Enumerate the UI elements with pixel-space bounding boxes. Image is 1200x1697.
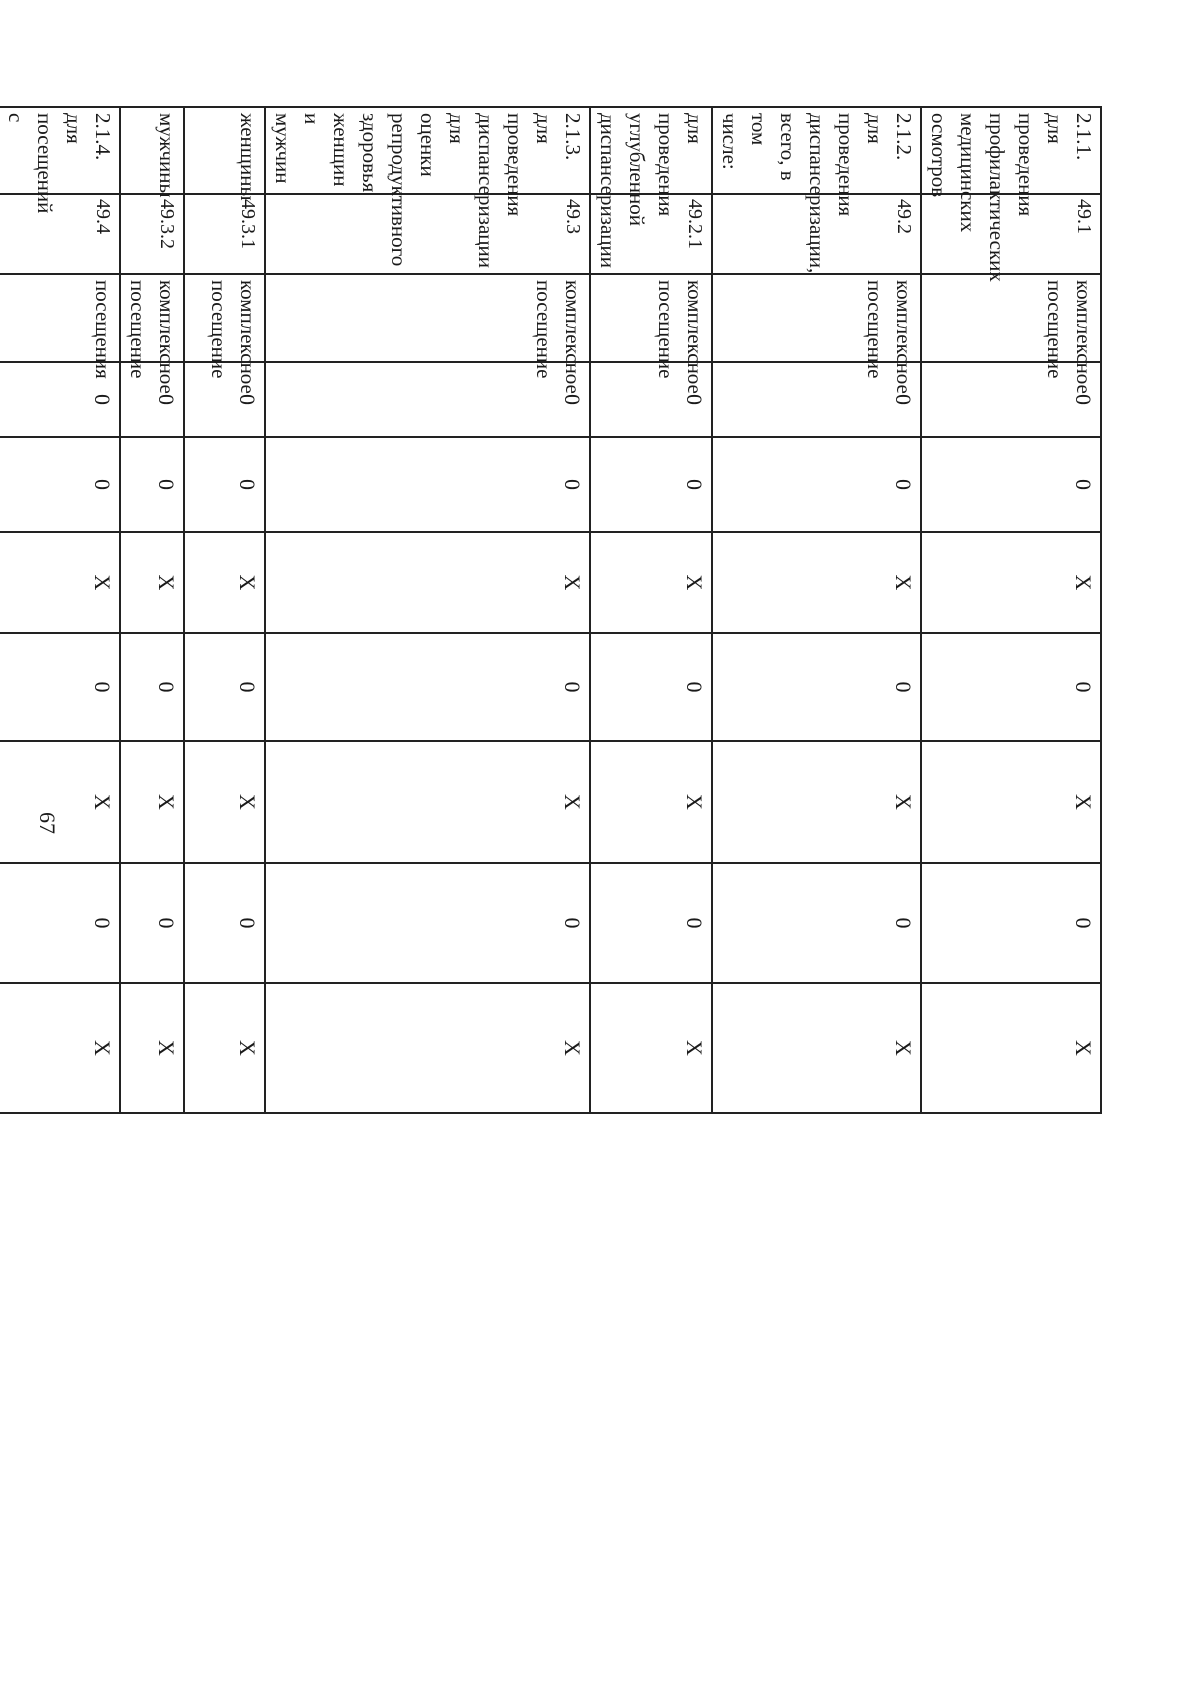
row-code-cell: 49.4 (0, 194, 120, 274)
value-cell: 0 (0, 362, 120, 437)
row-name-cell: 2.1.3. для проведения диспансеризации для оценки репродуктивного здоровья женщин и мужчин (265, 107, 590, 194)
value-cell: 0 (590, 633, 712, 741)
value-cell: Х (265, 532, 590, 633)
value-cell: Х (590, 532, 712, 633)
row-unit-cell: комплексное посещение (265, 274, 590, 362)
value-cell: Х (120, 532, 184, 633)
row-unit-cell: комплексное посещение (590, 274, 712, 362)
value-cell: 0 (184, 863, 265, 983)
row-code-cell: 49.3.2 (120, 194, 184, 274)
value-cell: 0 (0, 633, 120, 741)
row-name-cell: 2.1.1. для проведения профилактических медицинских осмотров (921, 107, 1101, 194)
value-cell: 0 (184, 633, 265, 741)
value-cell: 0 (590, 863, 712, 983)
value-cell: 0 (0, 863, 120, 983)
value-cell: 0 (921, 362, 1101, 437)
value-cell: Х (120, 983, 184, 1113)
value-cell: 0 (120, 633, 184, 741)
value-cell: 0 (921, 863, 1101, 983)
value-cell: Х (0, 983, 120, 1113)
value-cell: Х (184, 983, 265, 1113)
value-cell: Х (590, 983, 712, 1113)
value-cell: 0 (712, 362, 921, 437)
row-name-cell: для проведения углубленной диспансеризации (590, 107, 712, 194)
value-cell: Х (265, 983, 590, 1113)
row-name-cell: мужчины (120, 107, 184, 194)
table-row (184, 107, 265, 1667)
value-cell: Х (120, 741, 184, 863)
value-cell: 0 (265, 863, 590, 983)
value-cell: 0 (712, 863, 921, 983)
row-unit-cell: комплексное посещение (712, 274, 921, 362)
value-cell: Х (590, 741, 712, 863)
table-row (265, 107, 590, 1667)
value-cell: 0 (921, 437, 1101, 532)
value-cell: 0 (712, 437, 921, 532)
value-cell: Х (712, 741, 921, 863)
value-cell: 0 (590, 437, 712, 532)
value-cell: Х (184, 741, 265, 863)
value-cell: Х (0, 741, 120, 863)
value-cell: Х (712, 983, 921, 1113)
value-cell: Х (0, 532, 120, 633)
table-row (712, 107, 921, 1667)
table-row (0, 107, 120, 1667)
value-cell: Х (921, 532, 1101, 633)
table-row (590, 107, 712, 1667)
row-unit-cell: комплексное посещение (921, 274, 1101, 362)
row-name-cell: женщины (184, 107, 265, 194)
value-cell: 0 (265, 362, 590, 437)
value-cell: Х (921, 983, 1101, 1113)
value-cell: 0 (590, 362, 712, 437)
row-code-cell: 49.1 (921, 194, 1101, 274)
row-code-cell: 49.2.1 (590, 194, 712, 274)
value-cell: 0 (265, 633, 590, 741)
row-code-cell: 49.3.1 (184, 194, 265, 274)
row-unit-cell: комплексное посещение (120, 274, 184, 362)
data-table (0, 106, 1102, 1668)
value-cell: 0 (0, 437, 120, 532)
value-cell: Х (712, 532, 921, 633)
value-cell: Х (921, 741, 1101, 863)
value-cell: Х (265, 741, 590, 863)
value-cell: 0 (120, 863, 184, 983)
table-row (120, 107, 184, 1667)
row-code-cell: 49.2 (712, 194, 921, 274)
value-cell: 0 (712, 633, 921, 741)
value-cell: 0 (120, 437, 184, 532)
value-cell: 0 (120, 362, 184, 437)
value-cell: 0 (265, 437, 590, 532)
row-unit-cell: комплексное посещение (184, 274, 265, 362)
page-number: 67 (35, 812, 60, 834)
table-row (921, 107, 1101, 1667)
value-cell: Х (184, 532, 265, 633)
value-cell: 0 (921, 633, 1101, 741)
row-name-cell: 2.1.2. для проведения диспансеризации, всего, в том числе: (712, 107, 921, 194)
row-name-cell: 2.1.4. для посещений с (0, 107, 120, 194)
value-cell: 0 (184, 437, 265, 532)
row-unit-cell: посещения (0, 274, 120, 362)
row-code-cell: 49.3 (265, 194, 590, 274)
value-cell: 0 (184, 362, 265, 437)
